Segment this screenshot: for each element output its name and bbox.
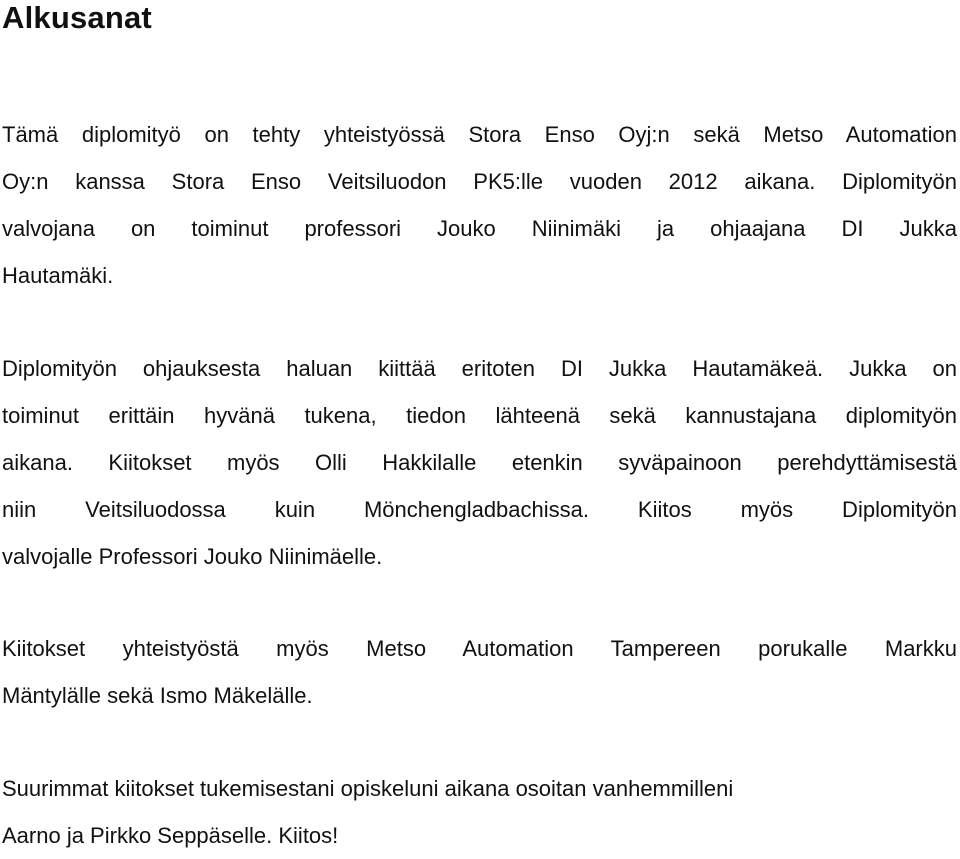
paragraph-line: valvojana on toiminut professori Jouko Niinimäki ja ohjaajana DI Jukka (2, 216, 957, 241)
paragraph-line: Diplomityön ohjauksesta haluan kiittää eritoten DI Jukka Hautamäkeä. Jukka on (2, 356, 957, 381)
paragraph-line: Oy:n kanssa Stora Enso Veitsiluodon PK5:lle vuoden 2012 aikana. Diplomityön (2, 169, 957, 194)
paragraph-3 (2, 625, 957, 719)
paragraph-line: Aarno ja Pirkko Seppäselle. Kiitos! (2, 823, 339, 848)
paragraph-line: Tämä diplomityö on tehty yhteistyössä Stora Enso Oyj:n sekä Metso Automation (2, 122, 957, 147)
paragraph-line: aikana. Kiitokset myös Olli Hakkilalle etenkin syväpainoon perehdyttämisestä (2, 450, 957, 475)
paragraph-line: Mäntylälle sekä Ismo Mäkelälle. (2, 683, 313, 708)
paragraph-line: Suurimmat kiitokset tukemisestani opiskeluni aikana osoitan vanhemmilleni (2, 776, 734, 801)
paragraph-line: toiminut erittäin hyvänä tukena, tiedon lähteenä sekä kannustajana diplomityön (2, 403, 957, 428)
paragraph-4 (2, 765, 957, 859)
paragraph-line: Kiitokset yhteistyöstä myös Metso Automation Tampereen porukalle Markku (2, 636, 957, 661)
paragraph-2 (2, 345, 957, 580)
paragraph-1 (2, 111, 957, 299)
paragraph-line: valvojalle Professori Jouko Niinimäelle. (2, 544, 383, 569)
paragraph-line: niin Veitsiluodossa kuin Mönchengladbachissa. Kiitos myös Diplomityön (2, 497, 957, 522)
paragraph-line: Hautamäki. (2, 263, 114, 288)
page-title: Alkusanat (2, 0, 152, 35)
